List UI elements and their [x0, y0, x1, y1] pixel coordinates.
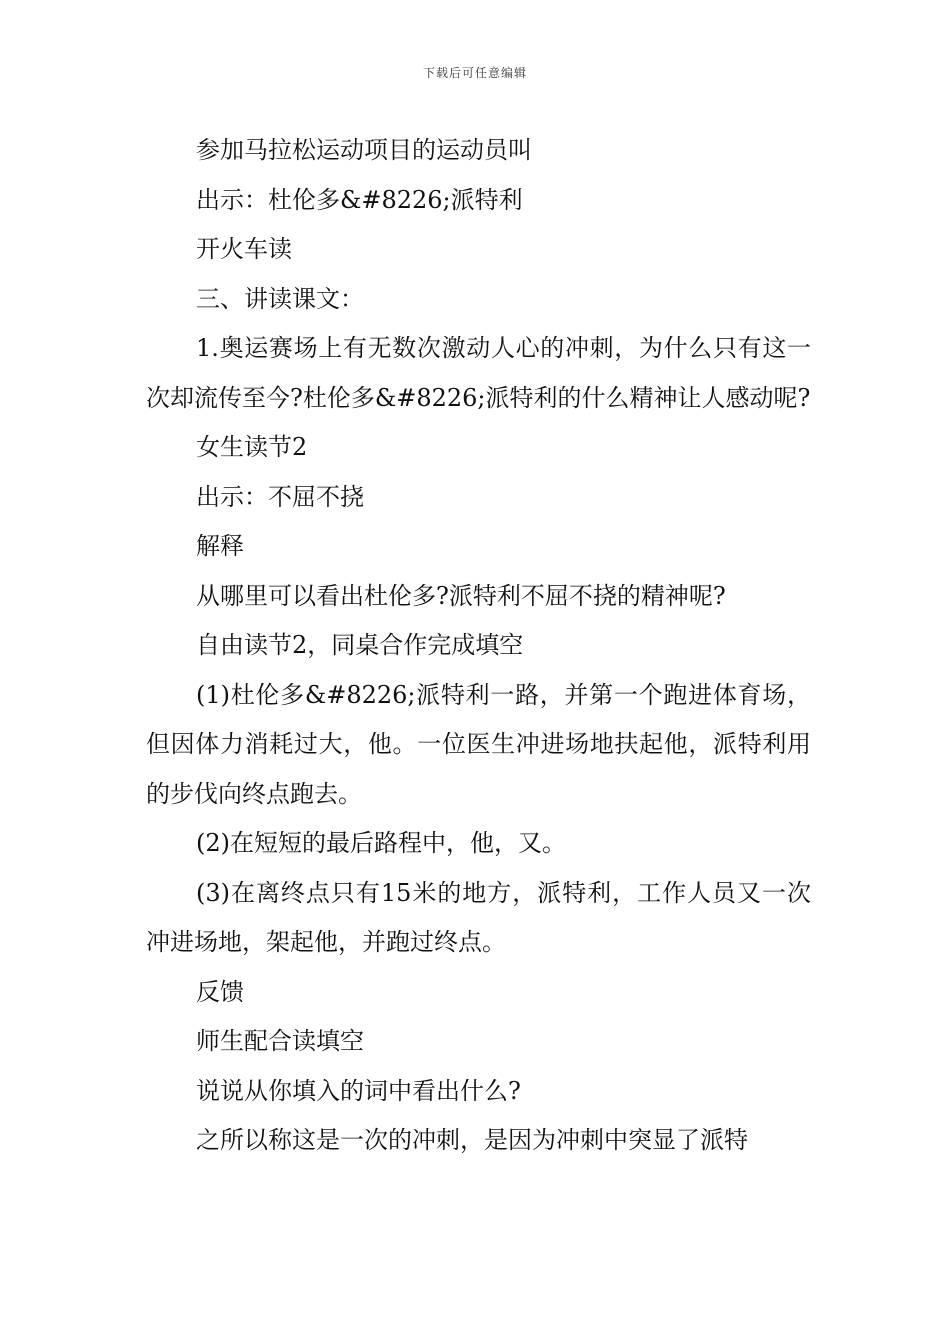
paragraph-section-heading: 三、讲读课文：: [196, 284, 364, 313]
page-header: 下载后可任意编辑: [422, 66, 527, 80]
paragraph-show-word: 出示：不屈不挠: [196, 482, 364, 511]
paragraph-show-name: 出示：杜伦多&#8226;派特利: [196, 185, 523, 214]
document-body: [146, 126, 811, 1166]
paragraph-teacher-student-read: 师生配合读填空: [196, 1027, 364, 1055]
paragraph-feedback: 反馈: [196, 977, 244, 1006]
paragraph-girls-read: 女生读节2: [196, 433, 308, 461]
paragraph-free-reading: 自由读节2，同桌合作完成填空: [196, 631, 524, 659]
paragraph-explain: 解释: [196, 532, 244, 560]
paragraph-conclusion: 之所以称这是一次的冲刺，是因为冲刺中突显了派特: [196, 1126, 748, 1154]
paragraph-train-reading: 开火车读: [196, 235, 292, 263]
paragraph-marathon-question: 参加马拉松运动项目的运动员叫: [196, 136, 532, 164]
paragraph-fill-blank-1: (1)杜伦多&#8226;派特利一路，并第一个跑进体育场，但因体力消耗过大，他。一位医生冲进场地扶起他，派特利用的步伐向终点跑去。: [146, 680, 811, 808]
paragraph-fill-blank-2: (2)在短短的最后路程中，他，又。: [196, 829, 566, 857]
paragraph-discuss-words: 说说从你填入的词中看出什么?: [196, 1076, 521, 1105]
paragraph-fill-blank-3: (3)在离终点只有15米的地方，派特利，工作人员又一次冲进场地，架起他，并跑过终点。: [146, 878, 811, 956]
paragraph-question-1: 1.奥运赛场上有无数次激动人心的冲刺，为什么只有这一次却流传至今?杜伦多&#8226;派特利的什么精神让人感动呢?: [146, 334, 811, 412]
paragraph-spirit-question: 从哪里可以看出杜伦多?派特利不屈不挠的精神呢?: [196, 581, 726, 610]
